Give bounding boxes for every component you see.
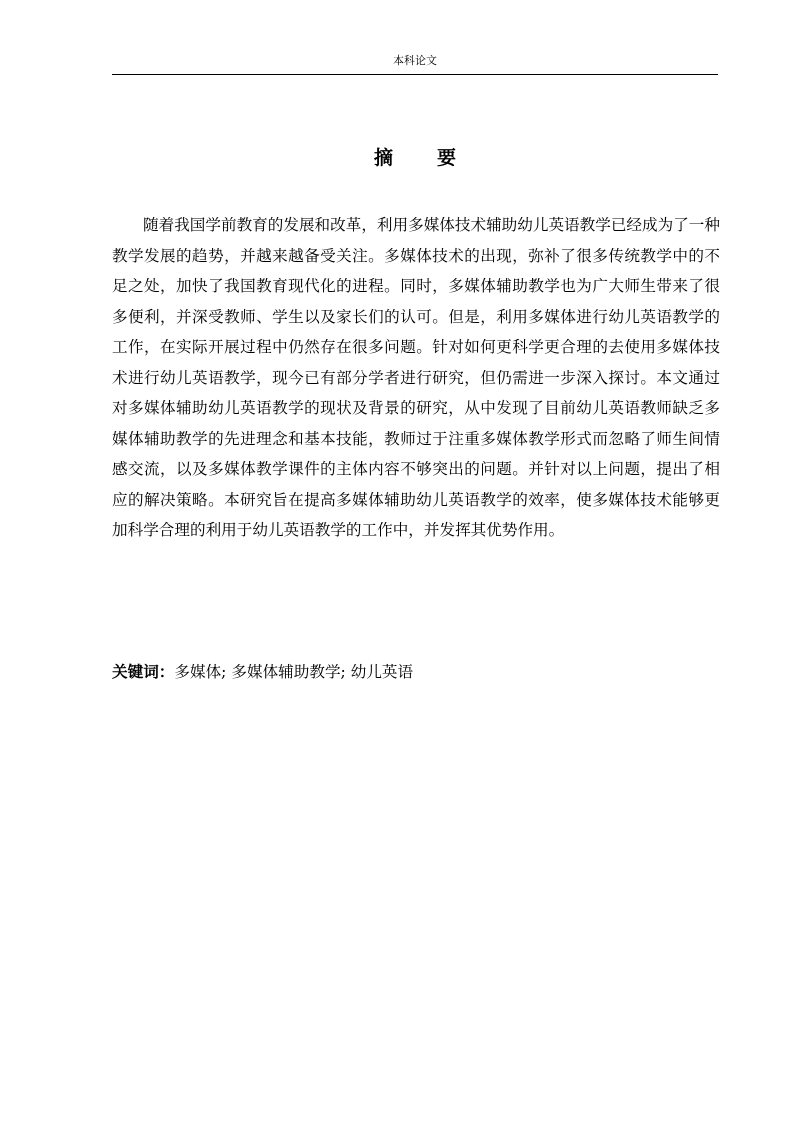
- abstract-body: 随着我国学前教育的发展和改革，利用多媒体技术辅助幼儿英语教学已经成为了一种教学发展的趋势，并越来越备受关注。多媒体技术的出现，弥补了很多传统教学中的不足之处，加快了我国教育现代化的进程。同时，多媒体辅助教学也为广大师生带来了很多便利，并深受教师、学生以及家长们的认可。但是，利用多媒体进行幼儿英语教学的工作，在实际开展过程中仍然存在很多问题。针对如何更科学更合理的去使用多媒体技术进行幼儿英语教学，现今已有部分学者进行研究，但仍需进一步深入探讨。本文通过对多媒体辅助幼儿英语教学的现状及背景的研究，从中发现了目前幼儿英语教师缺乏多媒体辅助教学的先进理念和基本技能，教师过于注重多媒体教学形式而忽略了师生间情感交流，以及多媒体教学课件的主体内容不够突出的问题。并针对以上问题，提出了相应的解决策略。本研究旨在提高多媒体辅助幼儿英语教学的效率，使多媒体技术能够更加科学合理的利用于幼儿英语教学的工作中，并发挥其优势作用。: [112, 216, 720, 539]
- title-char-2: 要: [437, 147, 457, 169]
- keywords-values: 多媒体; 多媒体辅助教学; 幼儿英语: [174, 663, 414, 681]
- title-char-1: 摘: [373, 147, 393, 169]
- keywords-line: [112, 657, 718, 687]
- keywords-label: 关键词：: [112, 662, 175, 681]
- abstract-title: [112, 143, 718, 173]
- page-header: [112, 52, 718, 75]
- header-text: 本科论文: [393, 54, 437, 67]
